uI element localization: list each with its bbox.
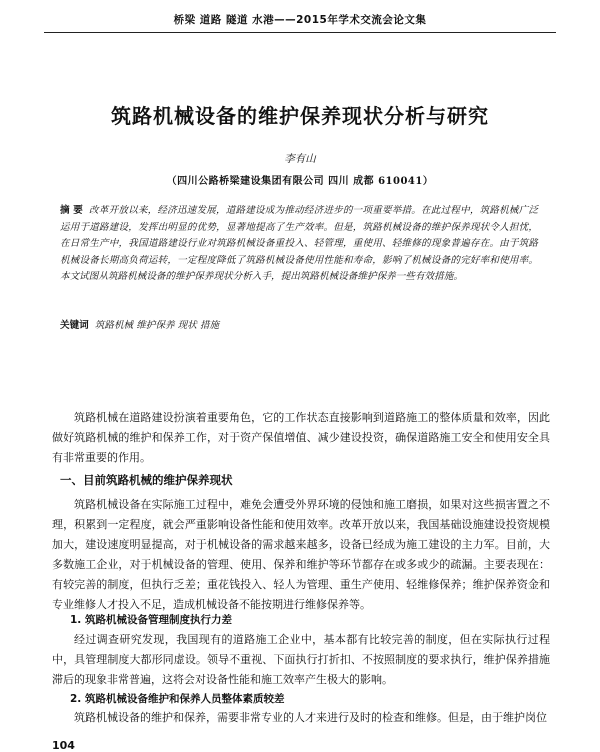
author-affiliation: （四川公路桥梁建设集团有限公司 四川 成都 610041） [166,176,434,187]
subsection-heading-1: 1. 筑路机械设备管理制度执行力差 [70,614,232,626]
abstract-label: 摘 要 [60,205,84,216]
running-header: 桥梁 道路 隧道 水港——2015年学术交流会论文集 [173,14,427,26]
intro-paragraph: 筑路机械在道路建设扮演着重要角色，它的工作状态直接影响到道路施工的整体质量和效率，因此做好筑路机械的维护和保养工作，对于资产保值增值、减少建设投资，确保道路施工安全和使用安全具有非常重要的作用。 [52,411,550,464]
paper-title: 筑路机械设备的维护保养现状分析与研究 [111,104,489,128]
subsection-1-paragraph: 经过调查研究发现，我国现有的道路施工企业中，基本都有比较完善的制度，但在实际执行过程中，具管理制度大都形同虚设。领导不重视、下面执行打折扣、不按照制度的要求执行，维护保养措施滞后的现象非常普遍，这将会对设备性能和施工效率产生极大的影响。 [52,633,550,686]
keywords-text: 筑路机械 维护保养 现状 措施 [94,320,220,331]
keywords-label: 关键词 [60,320,89,331]
abstract-block [60,203,538,286]
section-heading-1: 一、目前筑路机械的维护保养现状 [60,473,233,487]
header-divider [44,32,556,33]
section-1-paragraph: 筑路机械设备在实际施工过程中，难免会遭受外界环境的侵蚀和施工磨损，如果对这些损害置之不理，积累到一定程度，就会严重影响设备性能和使用效率。改革开放以来，我国基础设施建设投资规模加大，建设速度明显提高，对于机械设备的需求越来越多，设备已经成为施工建设的主力军。目前，大多数施工企业，对于机械设备的管理、使用、保养和维护等环节都存在或多或少的疏漏。主要表现在：有较完善的制度，但执行乏差；重花钱投入、轻人为管理、重生产使用、轻维修保养；维护保养资金和专业维修人才投入不足，造成机械设备不能按期进行维修保养等。 [52,498,550,611]
page-number: 104 [52,739,75,752]
keywords-block [60,317,538,331]
subsection-2-paragraph: 筑路机械设备的维护和保养，需要非常专业的人才来进行及时的检查和维修。但是，由于维护岗位 [74,711,547,724]
subsection-heading-2: 2. 筑路机械设备维护和保养人员整体素质较差 [70,693,285,705]
author-name: 李有山 [284,153,316,165]
abstract-text: 改革开放以来，经济迅速发展，道路建设成为推动经济进步的一项重要举措。在此过程中，筑路机械广泛运用于道路建设，发挥出明显的优势，显著地提高了生产效率。但是，筑路机械设备的维护保养现状令人担忧，在日常生产中，我国道路建设行业对筑路机械设备重投入、轻管理，重使用、轻维修的现象普遍存在。由于筑路机械设备长期高负荷运转，一定程度降低了筑路机械设备使用性能和寿命，影响了机械设备的完好率和使用率。本文试图从筑路机械设备的维护保养现状分析入手，提出筑路机械设备维护保养一些有效措施。 [60,205,539,282]
